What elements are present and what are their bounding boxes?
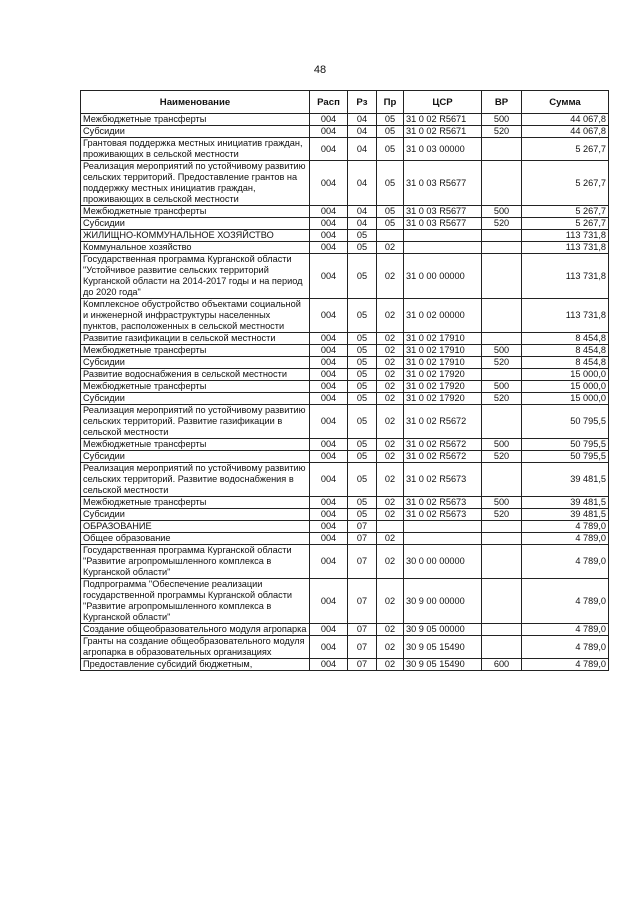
cell-vr: 520 [482,393,522,405]
cell-pr: 02 [377,533,404,545]
cell-rasp: 004 [310,126,348,138]
cell-pr: 02 [377,381,404,393]
table-row [81,218,609,230]
cell-csr: 31 0 02 17910 [404,357,482,369]
cell-sum: 4 789,0 [522,521,609,533]
cell-rz: 05 [348,230,377,242]
cell-rz: 05 [348,405,377,439]
cell-csr: 31 0 00 00000 [404,254,482,299]
header-pr: Пр [377,91,404,114]
cell-rz: 05 [348,381,377,393]
cell-pr: 02 [377,254,404,299]
cell-rz: 05 [348,333,377,345]
cell-rasp: 004 [310,357,348,369]
cell-pr: 02 [377,659,404,671]
cell-rz: 07 [348,636,377,659]
cell-sum: 15 000,0 [522,369,609,381]
cell-pr: 02 [377,497,404,509]
cell-name: Комплексное обустройство объектами социальной и инженерной инфраструктуры населенных пунктов, расположенных в сельской местности [81,299,310,333]
cell-rz: 05 [348,463,377,497]
cell-sum: 113 731,8 [522,230,609,242]
cell-rasp: 004 [310,369,348,381]
cell-sum: 4 789,0 [522,624,609,636]
cell-rz: 07 [348,659,377,671]
cell-pr: 02 [377,451,404,463]
table-row [81,161,609,206]
cell-name: Субсидии [81,357,310,369]
cell-csr: 31 0 03 00000 [404,138,482,161]
cell-csr [404,521,482,533]
cell-rz: 05 [348,345,377,357]
table-row [81,114,609,126]
cell-pr: 05 [377,126,404,138]
cell-csr: 30 9 05 00000 [404,624,482,636]
cell-name: Субсидии [81,451,310,463]
cell-name: Подпрограмма "Обеспечение реализации государственной программы Курганской области "Развитие агропромышленного комплекса в Курганской области" [81,579,310,624]
cell-name: Межбюджетные трансферты [81,381,310,393]
cell-sum: 4 789,0 [522,636,609,659]
cell-sum: 4 789,0 [522,659,609,671]
cell-vr [482,624,522,636]
table-header [81,91,609,114]
table-row [81,242,609,254]
cell-pr: 02 [377,369,404,381]
cell-pr: 05 [377,218,404,230]
cell-name: ОБРАЗОВАНИЕ [81,521,310,533]
table-row [81,345,609,357]
cell-name: Государственная программа Курганской области "Развитие агропромышленного комплекса в Курганской области" [81,545,310,579]
cell-rz: 05 [348,254,377,299]
cell-name: Межбюджетные трансферты [81,439,310,451]
cell-csr: 31 0 02 R5672 [404,451,482,463]
cell-vr [482,545,522,579]
cell-csr: 31 0 03 R5677 [404,218,482,230]
cell-rz: 04 [348,161,377,206]
cell-vr: 600 [482,659,522,671]
cell-pr: 02 [377,345,404,357]
cell-pr [377,230,404,242]
cell-rasp: 004 [310,405,348,439]
cell-csr: 31 0 02 R5673 [404,463,482,497]
cell-rasp: 004 [310,451,348,463]
header-rasp: Расп [310,91,348,114]
cell-sum: 39 481,5 [522,509,609,521]
cell-name: Субсидии [81,126,310,138]
cell-csr: 30 9 05 15490 [404,659,482,671]
cell-name: Гранты на создание общеобразовательного модуля агропарка в образовательных организациях [81,636,310,659]
cell-vr [482,579,522,624]
cell-sum: 8 454,8 [522,357,609,369]
cell-csr: 31 0 02 R5671 [404,126,482,138]
cell-sum: 39 481,5 [522,497,609,509]
header-sum: Сумма [522,91,609,114]
cell-rasp: 004 [310,439,348,451]
cell-vr [482,405,522,439]
cell-csr: 31 0 03 R5677 [404,206,482,218]
cell-rz: 05 [348,497,377,509]
cell-rasp: 004 [310,254,348,299]
cell-rasp: 004 [310,533,348,545]
table-row [81,126,609,138]
cell-rasp: 004 [310,381,348,393]
cell-vr: 500 [482,381,522,393]
cell-rz: 05 [348,242,377,254]
cell-pr [377,521,404,533]
cell-sum: 113 731,8 [522,242,609,254]
cell-csr: 31 0 02 17910 [404,333,482,345]
cell-pr: 02 [377,579,404,624]
cell-sum: 113 731,8 [522,299,609,333]
cell-rasp: 004 [310,545,348,579]
cell-vr [482,636,522,659]
table-row [81,545,609,579]
cell-rz: 04 [348,114,377,126]
cell-vr [482,161,522,206]
cell-pr: 02 [377,333,404,345]
table-row [81,636,609,659]
cell-sum: 44 067,8 [522,114,609,126]
cell-name: Грантовая поддержка местных инициатив граждан, проживающих в сельской местности [81,138,310,161]
cell-rasp: 004 [310,463,348,497]
cell-rasp: 004 [310,218,348,230]
cell-csr: 31 0 02 R5673 [404,509,482,521]
header-vr: ВР [482,91,522,114]
header-rz: Рз [348,91,377,114]
table-body [81,114,609,671]
cell-rz: 05 [348,451,377,463]
table-row [81,381,609,393]
cell-csr: 31 0 02 R5672 [404,439,482,451]
cell-vr [482,138,522,161]
cell-rasp: 004 [310,230,348,242]
cell-pr: 02 [377,636,404,659]
cell-rz: 07 [348,545,377,579]
budget-table [80,90,609,671]
table-row [81,405,609,439]
cell-rz: 05 [348,357,377,369]
table-row [81,393,609,405]
cell-rz: 04 [348,138,377,161]
cell-vr [482,333,522,345]
cell-name: Создание общеобразовательного модуля агропарка [81,624,310,636]
cell-rasp: 004 [310,659,348,671]
cell-vr: 500 [482,206,522,218]
table-row [81,451,609,463]
cell-pr: 02 [377,439,404,451]
cell-vr [482,521,522,533]
cell-pr: 02 [377,299,404,333]
cell-rasp: 004 [310,138,348,161]
table-row [81,624,609,636]
cell-csr: 31 0 02 17920 [404,393,482,405]
cell-sum: 4 789,0 [522,579,609,624]
cell-pr: 02 [377,624,404,636]
cell-name: Реализация мероприятий по устойчивому развитию сельских территорий. Развитие газификации в сельской местности [81,405,310,439]
cell-pr: 02 [377,393,404,405]
table-row [81,463,609,497]
cell-rasp: 004 [310,497,348,509]
cell-sum: 8 454,8 [522,333,609,345]
cell-vr [482,533,522,545]
cell-sum: 113 731,8 [522,254,609,299]
cell-pr: 02 [377,357,404,369]
cell-csr [404,533,482,545]
cell-pr: 05 [377,138,404,161]
cell-rz: 07 [348,521,377,533]
cell-vr: 520 [482,218,522,230]
cell-csr: 31 0 02 R5673 [404,497,482,509]
cell-rz: 05 [348,509,377,521]
cell-vr [482,369,522,381]
cell-sum: 50 795,5 [522,451,609,463]
cell-vr: 520 [482,451,522,463]
table-row [81,579,609,624]
cell-csr: 31 0 03 R5677 [404,161,482,206]
table-row [81,521,609,533]
cell-rasp: 004 [310,345,348,357]
cell-sum: 15 000,0 [522,381,609,393]
cell-vr [482,299,522,333]
page-number: 48 [313,64,327,76]
cell-name: Общее образование [81,533,310,545]
cell-name: Субсидии [81,509,310,521]
cell-vr: 500 [482,114,522,126]
cell-pr: 02 [377,545,404,579]
cell-rasp: 004 [310,579,348,624]
cell-vr: 500 [482,497,522,509]
cell-csr: 31 0 02 R5672 [404,405,482,439]
cell-pr: 05 [377,206,404,218]
cell-name: Межбюджетные трансферты [81,114,310,126]
table-row [81,254,609,299]
cell-rasp: 004 [310,299,348,333]
cell-sum: 15 000,0 [522,393,609,405]
cell-name: Коммунальное хозяйство [81,242,310,254]
cell-csr: 30 9 05 15490 [404,636,482,659]
cell-vr [482,463,522,497]
cell-sum: 44 067,8 [522,126,609,138]
cell-rz: 07 [348,624,377,636]
cell-csr: 30 0 00 00000 [404,545,482,579]
cell-name: Государственная программа Курганской области "Устойчивое развитие сельских территорий Курганской области на 2014-2017 годы и на период до 2020 года" [81,254,310,299]
cell-name: Развитие водоснабжения в сельской местности [81,369,310,381]
cell-csr: 30 9 00 00000 [404,579,482,624]
table-row [81,138,609,161]
cell-rasp: 004 [310,624,348,636]
cell-rasp: 004 [310,333,348,345]
cell-sum: 4 789,0 [522,545,609,579]
cell-csr: 31 0 02 17920 [404,381,482,393]
cell-rasp: 004 [310,242,348,254]
cell-rz: 05 [348,369,377,381]
cell-rasp: 004 [310,206,348,218]
cell-vr [482,254,522,299]
cell-rasp: 004 [310,393,348,405]
cell-sum: 4 789,0 [522,533,609,545]
cell-pr: 05 [377,161,404,206]
cell-pr: 02 [377,242,404,254]
cell-name: Развитие газификации в сельской местности [81,333,310,345]
cell-sum: 5 267,7 [522,218,609,230]
cell-sum: 5 267,7 [522,138,609,161]
cell-name: Межбюджетные трансферты [81,206,310,218]
cell-rasp: 004 [310,114,348,126]
cell-csr [404,230,482,242]
table-row [81,497,609,509]
cell-rz: 05 [348,393,377,405]
cell-name: Субсидии [81,393,310,405]
cell-name: ЖИЛИЩНО-КОММУНАЛЬНОЕ ХОЗЯЙСТВО [81,230,310,242]
cell-vr: 520 [482,357,522,369]
cell-csr: 31 0 02 17920 [404,369,482,381]
cell-rz: 04 [348,126,377,138]
cell-rz: 05 [348,299,377,333]
table-row [81,230,609,242]
cell-rasp: 004 [310,509,348,521]
cell-rz: 04 [348,218,377,230]
cell-vr [482,230,522,242]
table-row [81,206,609,218]
cell-rasp: 004 [310,161,348,206]
cell-sum: 39 481,5 [522,463,609,497]
cell-name: Реализация мероприятий по устойчивому развитию сельских территорий. Предоставление грантов на поддержку местных инициатив граждан, проживающих в сельской местности [81,161,310,206]
cell-pr: 05 [377,114,404,126]
cell-pr: 02 [377,405,404,439]
table-row [81,333,609,345]
cell-vr [482,242,522,254]
cell-rz: 05 [348,439,377,451]
cell-name: Субсидии [81,218,310,230]
cell-rz: 07 [348,533,377,545]
cell-name: Предоставление субсидий бюджетным, [81,659,310,671]
cell-rz: 04 [348,206,377,218]
cell-sum: 5 267,7 [522,206,609,218]
cell-csr [404,242,482,254]
header-row [81,91,609,114]
cell-vr: 520 [482,509,522,521]
cell-vr: 500 [482,439,522,451]
table-row [81,369,609,381]
cell-name: Реализация мероприятий по устойчивому развитию сельских территорий. Развитие водоснабжения в сельской местности [81,463,310,497]
table-row [81,439,609,451]
cell-csr: 31 0 02 R5671 [404,114,482,126]
cell-rasp: 004 [310,636,348,659]
table-row [81,533,609,545]
cell-sum: 50 795,5 [522,439,609,451]
cell-sum: 8 454,8 [522,345,609,357]
cell-rz: 07 [348,579,377,624]
cell-pr: 02 [377,463,404,497]
cell-sum: 50 795,5 [522,405,609,439]
table-row [81,299,609,333]
cell-sum: 5 267,7 [522,161,609,206]
cell-csr: 31 0 02 00000 [404,299,482,333]
table-row [81,659,609,671]
cell-rasp: 004 [310,521,348,533]
cell-name: Межбюджетные трансферты [81,497,310,509]
table-row [81,357,609,369]
table-row [81,509,609,521]
cell-csr: 31 0 02 17910 [404,345,482,357]
cell-name: Межбюджетные трансферты [81,345,310,357]
header-name: Наименование [81,91,310,114]
cell-pr: 02 [377,509,404,521]
cell-vr: 500 [482,345,522,357]
header-csr: ЦСР [404,91,482,114]
cell-vr: 520 [482,126,522,138]
